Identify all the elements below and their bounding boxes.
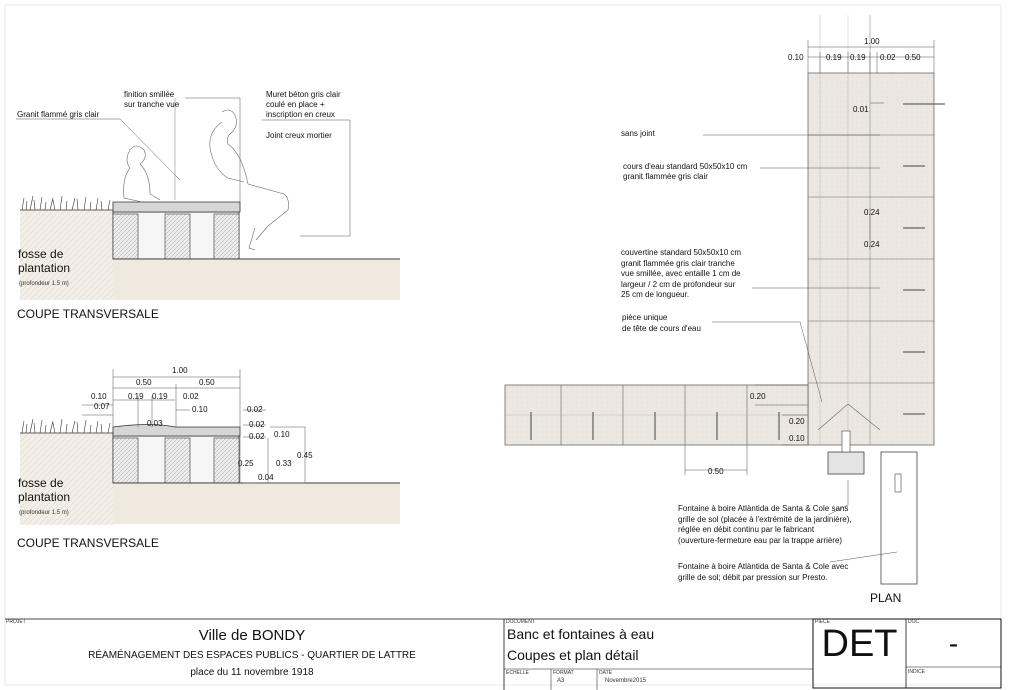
annotation-piece-line1: pièce unique <box>622 313 668 322</box>
dim-010b: 0.10 <box>192 405 208 414</box>
piece-value: DET <box>821 623 898 665</box>
dim-033: 0.33 <box>276 459 292 468</box>
annotation-finition <box>124 90 179 110</box>
echelle-label: ECHELLE <box>506 670 529 676</box>
annotation-muret-line1: Muret béton gris clair <box>266 90 341 99</box>
annotation-sans-joint: sans joint <box>621 129 655 138</box>
project-subtitle: RÉAMÉNAGEMENT DES ESPACES PUBLICS - QUARTIER DE LATTRE <box>88 650 416 661</box>
dim-045: 0.45 <box>297 451 313 460</box>
format-label: FORMAT <box>553 670 574 676</box>
annotation-cours-line1: cours d'eau standard 50x50x10 cm <box>623 162 748 171</box>
dim-019b: 0.19 <box>152 392 168 401</box>
doc-value: - <box>948 628 959 659</box>
client-name: Ville de BONDY <box>198 627 306 644</box>
annotation-cours <box>623 162 747 182</box>
annotation-couvertine-line4: largeur / 2 cm de profondeur sur <box>621 279 736 289</box>
annotation-cours-line2: granit flammée gris clair <box>623 172 708 181</box>
dim-002r2: 0.02 <box>249 420 265 429</box>
dim-002r3: 0.02 <box>249 432 265 441</box>
plan-dim-010b: 0.10 <box>789 434 805 443</box>
annotation-fontaine1-line1: Fontaine à boire Atlàntida de Santa & Cole sans <box>678 504 849 513</box>
annotation-finition-line1: finition smillée <box>124 90 175 99</box>
annotation-fontaine-1 <box>678 504 852 546</box>
annotation-piece-line2: de tête de cours d'eau <box>622 323 701 333</box>
fosse-label-bottom <box>18 476 70 504</box>
annotation-granit: Granit flammé gris clair <box>17 110 100 119</box>
document-title-line2: Coupes et plan détail <box>507 647 639 663</box>
annotation-couvertine-line1: couvertine standard 50x50x10 cm <box>621 248 742 257</box>
dim-half-right: 0.50 <box>199 378 215 387</box>
annotation-muret <box>266 90 341 120</box>
plan-dim-002: 0.02 <box>880 53 896 62</box>
section-top-title: COUPE TRANSVERSALE <box>17 307 159 321</box>
plan-dim-019b: 0.19 <box>850 53 866 62</box>
piece-label: PIECE <box>815 619 831 625</box>
document-title-line1: Banc et fontaines à eau <box>507 626 655 642</box>
annotation-piece-unique <box>622 313 701 334</box>
fosse-line2: plantation <box>18 490 71 504</box>
dim-010r: 0.10 <box>274 430 290 439</box>
dim-003: 0.03 <box>147 419 163 428</box>
plan-dim-024b: 0.24 <box>864 240 880 249</box>
fosse-line2: plantation <box>18 261 71 275</box>
plan-dim-019a: 0.19 <box>826 53 842 62</box>
doc-label: DOC <box>908 619 920 625</box>
dim-007: 0.07 <box>94 402 110 411</box>
plan-dim-total: 1.00 <box>864 37 880 46</box>
date-label: DATE <box>599 670 612 676</box>
projet-label: PROJET <box>6 619 26 625</box>
annotation-couvertine-line2: granit flammée gris clair tranche <box>621 258 735 268</box>
grass-tufts <box>22 196 110 210</box>
section-bottom-title: COUPE TRANSVERSALE <box>17 536 159 550</box>
fountain-without-grille <box>881 452 917 584</box>
plan-dim-001: 0.01 <box>853 105 869 114</box>
fosse-line1: fosse de <box>18 247 64 261</box>
plan-dim-050b: 0.50 <box>708 467 724 476</box>
annotation-fontaine1-line2: grille de sol (placée à l'extrémité de la jardinière), <box>678 514 852 524</box>
plan-title: PLAN <box>870 591 902 605</box>
dim-004: 0.04 <box>258 473 274 482</box>
plan-dim-020b: 0.20 <box>789 417 805 426</box>
dim-019a: 0.19 <box>128 392 144 401</box>
plan-dim-024a: 0.24 <box>864 208 880 217</box>
section-top <box>16 98 400 300</box>
dim-total: 1.00 <box>172 366 188 375</box>
dim-025: 0.25 <box>238 459 254 468</box>
annotation-couvertine <box>621 248 741 301</box>
fountain-with-grille <box>828 452 864 474</box>
document-label: DOCUMENT <box>506 619 535 625</box>
plan-dim-010: 0.10 <box>788 53 804 62</box>
annotation-fontaine1-line4: (ouverture-fermeture eau par la trappe arrière) <box>678 535 843 545</box>
section-bottom <box>20 369 400 525</box>
annotation-muret-line3: inscription en creux <box>266 110 335 119</box>
annotation-fontaine1-line3: réglée en débit continu par le fabricant <box>678 525 815 534</box>
annotation-fontaine-2 <box>678 562 848 583</box>
project-place: place du 11 novembre 1918 <box>190 667 314 678</box>
format-value: A3 <box>557 678 565 684</box>
annotation-joint: Joint creux mortier <box>266 131 332 140</box>
fosse-label-top <box>18 247 70 275</box>
dim-half-left: 0.50 <box>136 378 152 387</box>
annotation-fontaine2-line1: Fontaine à boire Atlàntida de Santa & Cole avec <box>678 562 849 571</box>
plan-dim-020a: 0.20 <box>750 392 766 401</box>
indice-label: INDICE <box>908 669 925 675</box>
annotation-fontaine2-line2: grille de sol; débit par pression sur Presto. <box>678 572 828 582</box>
dim-010: 0.10 <box>91 392 107 401</box>
annotation-couvertine-line5: 25 cm de longueur. <box>621 290 690 299</box>
fosse-line1: fosse de <box>18 476 64 490</box>
dim-002r1: 0.02 <box>247 405 263 414</box>
plan-dim-050: 0.50 <box>905 53 921 62</box>
dim-002a: 0.02 <box>183 392 199 401</box>
annotation-muret-line2: coulé en place + <box>266 100 325 109</box>
date-value: Novembre2015 <box>605 678 647 684</box>
annotation-finition-line2: sur tranche vue <box>124 100 180 109</box>
profondeur-top: (profondeur 1.5 m) <box>19 281 69 287</box>
profondeur-bottom: (profondeur 1.5 m) <box>19 510 69 516</box>
annotation-couvertine-line3: vue smillée, avec entaille 1 cm de <box>621 269 741 278</box>
